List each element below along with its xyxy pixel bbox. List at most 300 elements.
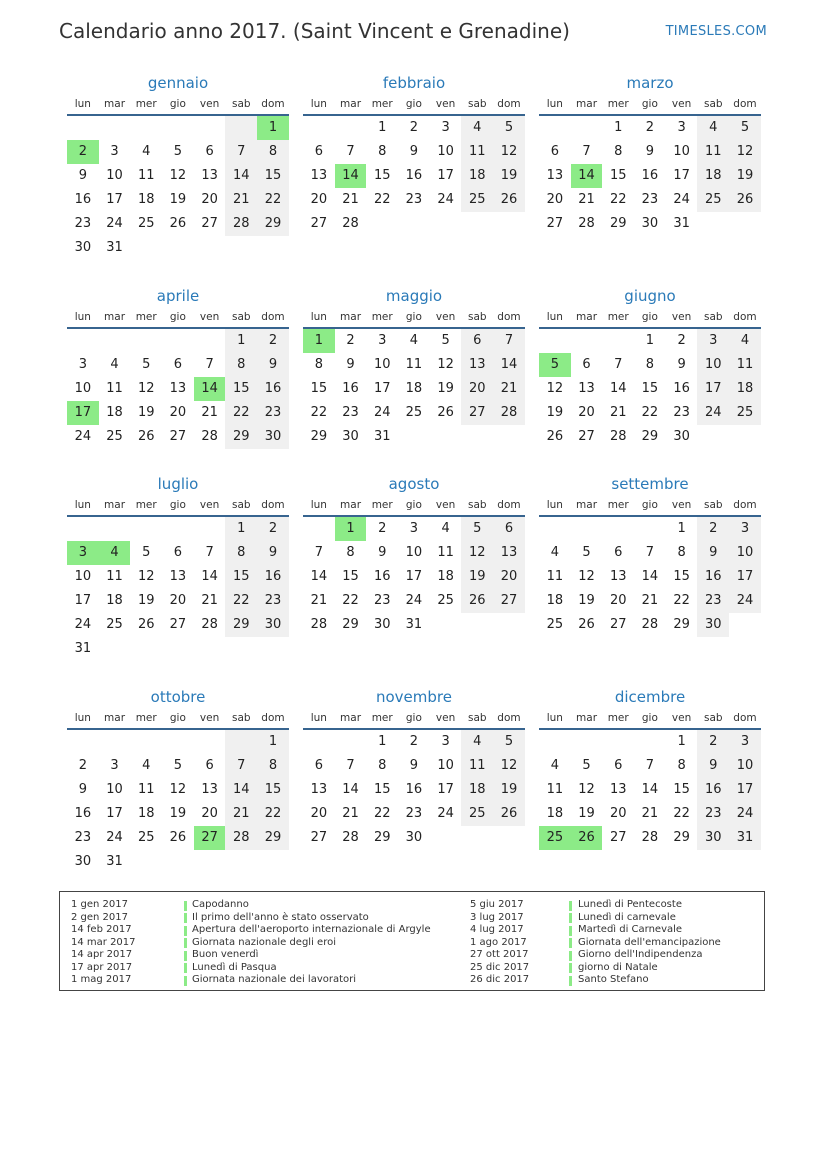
day-cell: 18 [546, 593, 564, 608]
day-cell: 2 [257, 329, 289, 353]
day-cell: 13 [169, 569, 187, 584]
day-cell: 22 [342, 593, 359, 608]
week-row [539, 541, 761, 565]
legend-holiday-name: Lunedì di carnevale [578, 911, 676, 923]
day-cell: 12 [169, 168, 187, 183]
empty-day-cell [67, 517, 99, 541]
day-cell: 18 [137, 192, 155, 207]
week-row [67, 236, 289, 260]
legend-color-marker [569, 963, 572, 973]
empty-day-cell [225, 236, 257, 260]
day-cell: 29 [342, 617, 359, 632]
empty-day-cell [130, 637, 162, 661]
week-row [539, 377, 761, 401]
day-cell: 4 [697, 116, 729, 140]
week-row [303, 164, 525, 188]
day-cell: 5 [582, 758, 591, 773]
legend-holiday-name: Lunedì di Pasqua [192, 961, 277, 973]
week-row [67, 730, 289, 754]
weekday-label: sab [467, 499, 487, 511]
day-cell: 2 [645, 120, 655, 135]
day-cell: 18 [437, 569, 454, 584]
legend-holiday-name: Il primo dell'anno è stato osservato [192, 911, 369, 923]
day-cell: 17 [697, 377, 729, 401]
weekday-header [539, 496, 761, 517]
week-row [67, 353, 289, 377]
day-cell: 23 [405, 806, 423, 821]
empty-day-cell [130, 850, 162, 874]
legend-date: 1 ago 2017 [470, 936, 527, 948]
month-name: maggio [385, 287, 443, 305]
day-cell: 13 [169, 381, 187, 396]
day-cell: 18 [729, 377, 761, 401]
day-cell: 14 [225, 778, 257, 802]
day-cell: 5 [493, 116, 525, 140]
day-cell: 15 [673, 569, 690, 584]
day-cell: 8 [378, 144, 387, 159]
day-cell: 9 [697, 754, 729, 778]
month-name: gennaio [147, 74, 209, 92]
day-cell: 12 [137, 381, 155, 396]
day-cell: 19 [169, 806, 187, 821]
empty-day-cell [225, 850, 257, 874]
day-cell: 19 [169, 192, 187, 207]
weekday-label: lun [310, 98, 327, 110]
week-row [539, 116, 761, 140]
holiday-day-cell: 4 [99, 541, 131, 565]
day-cell: 4 [461, 730, 493, 754]
legend-date: 26 dic 2017 [470, 974, 530, 985]
legend-color-marker [184, 938, 187, 948]
day-cell: 19 [578, 806, 595, 821]
day-cell: 6 [173, 545, 183, 560]
month-name: febbraio [382, 74, 446, 92]
week-row [303, 212, 525, 236]
empty-day-cell [729, 212, 761, 236]
day-cell: 10 [106, 168, 123, 183]
weekday-label: mar [104, 712, 126, 724]
day-cell: 5 [142, 357, 151, 372]
month-name: novembre [376, 688, 452, 706]
day-cell: 8 [378, 758, 387, 773]
day-cell: 7 [346, 144, 355, 159]
week-row [67, 188, 289, 212]
weekday-header [303, 496, 525, 517]
day-cell: 28 [201, 617, 218, 632]
day-cell: 23 [257, 589, 289, 613]
week-row [67, 637, 289, 661]
day-cell: 21 [641, 806, 659, 821]
day-cell: 15 [257, 778, 289, 802]
holiday-day-cell: 1 [257, 116, 289, 140]
day-cell: 12 [729, 140, 761, 164]
day-cell: 14 [310, 569, 328, 584]
day-cell: 15 [373, 168, 391, 183]
weekday-label: ven [671, 311, 692, 323]
day-cell: 27 [578, 429, 595, 444]
day-cell: 16 [697, 778, 729, 802]
holiday-day-cell: 26 [571, 826, 603, 850]
day-cell: 4 [441, 521, 450, 536]
empty-day-cell [461, 425, 493, 449]
empty-day-cell [430, 613, 462, 637]
day-cell: 17 [405, 569, 423, 584]
day-cell: 28 [225, 826, 257, 850]
day-cell: 9 [257, 541, 289, 565]
day-cell: 20 [461, 377, 493, 401]
day-cell: 13 [201, 168, 218, 183]
empty-day-cell [602, 517, 634, 541]
empty-day-cell [99, 116, 131, 140]
weekday-label: mer [371, 499, 393, 511]
week-row [539, 140, 761, 164]
day-cell: 11 [437, 545, 454, 560]
day-cell: 6 [205, 144, 214, 159]
empty-day-cell [194, 517, 226, 541]
empty-day-cell [729, 613, 761, 637]
day-cell: 14 [641, 569, 659, 584]
day-cell: 26 [437, 405, 454, 420]
month-maggio [303, 284, 525, 449]
day-cell: 27 [201, 216, 218, 231]
day-cell: 21 [342, 806, 359, 821]
week-row [303, 541, 525, 565]
day-cell: 28 [225, 212, 257, 236]
legend-date: 25 dic 2017 [470, 961, 530, 973]
site-link[interactable]: TIMESLES.COM [665, 24, 767, 39]
week-row [67, 850, 289, 874]
empty-day-cell [67, 329, 99, 353]
day-cell: 6 [614, 545, 623, 560]
weekday-label: lun [310, 712, 327, 724]
day-cell: 2 [697, 730, 729, 754]
day-cell: 3 [729, 517, 761, 541]
day-cell: 16 [405, 168, 423, 183]
day-cell: 2 [677, 333, 686, 348]
day-cell: 10 [74, 381, 92, 396]
empty-day-cell [366, 212, 398, 236]
day-cell: 7 [225, 140, 257, 164]
legend-date: 1 gen 2017 [71, 899, 129, 910]
week-row [539, 401, 761, 425]
weekday-label: gio [169, 98, 186, 110]
day-cell: 30 [74, 854, 92, 869]
day-cell: 30 [697, 826, 729, 850]
weekday-label: lun [546, 712, 563, 724]
day-cell: 14 [201, 569, 218, 584]
day-cell: 6 [493, 517, 525, 541]
weekday-header [539, 709, 761, 730]
holiday-legend [59, 891, 765, 991]
month-novembre [303, 685, 525, 850]
day-cell: 23 [697, 802, 729, 826]
week-row [67, 425, 289, 449]
weekday-label: mar [340, 712, 362, 724]
empty-day-cell [571, 329, 603, 353]
day-cell: 18 [137, 806, 155, 821]
holiday-day-cell: 27 [194, 826, 226, 850]
weekday-label: mar [104, 311, 126, 323]
day-cell: 9 [257, 353, 289, 377]
empty-day-cell [257, 850, 289, 874]
week-row [539, 517, 761, 541]
weekday-label: sab [703, 98, 723, 110]
weekday-label: lun [546, 311, 563, 323]
week-row [539, 730, 761, 754]
empty-day-cell [162, 730, 194, 754]
day-cell: 3 [110, 758, 119, 773]
day-cell: 25 [461, 802, 493, 826]
empty-day-cell [225, 730, 257, 754]
day-cell: 21 [225, 188, 257, 212]
legend-date: 1 mag 2017 [71, 974, 132, 985]
day-cell: 21 [641, 593, 659, 608]
day-cell: 29 [673, 617, 690, 632]
day-cell: 16 [257, 565, 289, 589]
week-row [303, 589, 525, 613]
day-cell: 30 [405, 830, 423, 845]
day-cell: 19 [493, 164, 525, 188]
weekday-label: mar [576, 311, 598, 323]
day-cell: 5 [582, 545, 591, 560]
week-row [539, 164, 761, 188]
day-cell: 23 [697, 589, 729, 613]
weekday-header [303, 709, 525, 730]
weekday-header [539, 95, 761, 116]
week-row [539, 589, 761, 613]
day-cell: 17 [106, 806, 123, 821]
day-cell: 1 [677, 734, 686, 749]
legend-holiday-name: Capodanno [192, 899, 249, 910]
day-cell: 18 [405, 381, 423, 396]
weekday-label: dom [733, 712, 757, 724]
day-cell: 20 [310, 806, 328, 821]
day-cell: 16 [342, 381, 359, 396]
legend-date: 3 lug 2017 [470, 911, 524, 923]
day-cell: 1 [257, 730, 289, 754]
weekday-label: mar [340, 499, 362, 511]
day-cell: 1 [378, 734, 387, 749]
day-cell: 8 [677, 758, 686, 773]
day-cell: 15 [673, 782, 690, 797]
day-cell: 25 [546, 617, 564, 632]
day-cell: 8 [346, 545, 355, 560]
day-cell: 19 [578, 593, 595, 608]
week-row [67, 613, 289, 637]
legend-date: 14 feb 2017 [71, 924, 132, 935]
day-cell: 2 [78, 758, 87, 773]
day-cell: 29 [257, 212, 289, 236]
day-cell: 3 [697, 329, 729, 353]
day-cell: 5 [173, 758, 183, 773]
day-cell: 7 [225, 754, 257, 778]
legend-color-marker [184, 976, 187, 986]
week-row [67, 517, 289, 541]
day-cell: 4 [461, 116, 493, 140]
empty-day-cell [99, 637, 131, 661]
day-cell: 6 [550, 144, 559, 159]
weekday-label: gio [169, 712, 186, 724]
weekday-header [67, 496, 289, 517]
day-cell: 23 [673, 405, 690, 420]
empty-day-cell [194, 637, 226, 661]
day-cell: 24 [437, 806, 454, 821]
weekday-label: sab [703, 311, 723, 323]
month-ottobre [67, 685, 289, 874]
day-cell: 21 [609, 405, 627, 420]
empty-day-cell [194, 730, 226, 754]
weekday-label: sab [231, 712, 251, 724]
day-cell: 25 [405, 405, 423, 420]
day-cell: 3 [78, 357, 87, 372]
day-cell: 29 [373, 830, 391, 845]
day-cell: 7 [493, 329, 525, 353]
week-row [303, 778, 525, 802]
day-cell: 11 [546, 782, 564, 797]
empty-day-cell [194, 850, 226, 874]
day-cell: 9 [409, 144, 419, 159]
day-cell: 13 [310, 782, 328, 797]
legend-date: 17 apr 2017 [71, 961, 133, 973]
week-row [67, 401, 289, 425]
day-cell: 1 [645, 333, 655, 348]
weekday-label: mer [607, 311, 629, 323]
day-cell: 6 [614, 758, 623, 773]
day-cell: 9 [78, 782, 87, 797]
holiday-day-cell: 2 [67, 140, 99, 164]
day-cell: 26 [461, 589, 493, 613]
day-cell: 22 [673, 806, 690, 821]
page-title: Calendario anno 2017. (Saint Vincent e Grenadine) [59, 19, 570, 43]
weekday-header [67, 308, 289, 329]
empty-day-cell [571, 730, 603, 754]
day-cell: 31 [373, 429, 391, 444]
day-cell: 16 [673, 381, 690, 396]
day-cell: 24 [74, 617, 92, 632]
day-cell: 16 [74, 192, 92, 207]
day-cell: 10 [729, 541, 761, 565]
day-cell: 21 [578, 192, 595, 207]
day-cell: 4 [110, 357, 119, 372]
day-cell: 27 [546, 216, 564, 231]
day-cell: 28 [493, 401, 525, 425]
month-settembre [539, 472, 761, 637]
weekday-header [539, 308, 761, 329]
month-marzo [539, 71, 761, 236]
empty-day-cell [257, 637, 289, 661]
day-cell: 26 [137, 429, 155, 444]
day-cell: 3 [441, 734, 450, 749]
day-cell: 13 [546, 168, 564, 183]
day-cell: 11 [729, 353, 761, 377]
weekday-label: mar [576, 712, 598, 724]
empty-day-cell [99, 329, 131, 353]
day-cell: 27 [461, 401, 493, 425]
day-cell: 19 [546, 405, 564, 420]
weekday-label: ven [199, 311, 220, 323]
day-cell: 3 [409, 521, 419, 536]
day-cell: 28 [609, 429, 627, 444]
weekday-label: mer [135, 98, 157, 110]
empty-day-cell [430, 212, 462, 236]
day-cell: 1 [677, 521, 686, 536]
day-cell: 9 [346, 357, 355, 372]
day-cell: 7 [614, 357, 623, 372]
weekday-label: gio [405, 311, 422, 323]
weekday-label: lun [74, 311, 91, 323]
empty-day-cell [130, 329, 162, 353]
day-cell: 21 [342, 192, 359, 207]
day-cell: 9 [378, 545, 387, 560]
empty-day-cell [194, 236, 226, 260]
weekday-label: gio [169, 311, 186, 323]
week-row [539, 826, 761, 850]
day-cell: 20 [169, 405, 187, 420]
day-cell: 14 [493, 353, 525, 377]
empty-day-cell [194, 329, 226, 353]
empty-day-cell [162, 850, 194, 874]
month-febbraio [303, 71, 525, 236]
month-name: ottobre [150, 688, 206, 706]
week-row [303, 802, 525, 826]
day-cell: 2 [378, 521, 387, 536]
weekday-label: mer [135, 311, 157, 323]
legend-date: 27 ott 2017 [470, 949, 529, 960]
weekday-label: gio [641, 98, 658, 110]
week-row [67, 116, 289, 140]
day-cell: 5 [461, 517, 493, 541]
day-cell: 10 [437, 144, 454, 159]
weekday-label: lun [74, 98, 91, 110]
legend-color-marker [184, 926, 187, 936]
day-cell: 23 [373, 593, 391, 608]
weekday-label: gio [169, 499, 186, 511]
empty-day-cell [697, 212, 729, 236]
weekday-label: mar [104, 98, 126, 110]
day-cell: 16 [74, 806, 92, 821]
day-cell: 3 [729, 730, 761, 754]
day-cell: 23 [74, 216, 92, 231]
day-cell: 25 [137, 216, 155, 231]
day-cell: 2 [257, 517, 289, 541]
day-cell: 21 [225, 802, 257, 826]
day-cell: 22 [373, 806, 391, 821]
empty-day-cell [225, 116, 257, 140]
empty-day-cell [67, 116, 99, 140]
legend-holiday-name: Apertura dell'aeroporto internazionale di Argyle [192, 924, 431, 935]
weekday-label: ven [671, 712, 692, 724]
legend-color-marker [569, 913, 572, 923]
day-cell: 17 [437, 168, 454, 183]
day-cell: 30 [257, 613, 289, 637]
weekday-label: dom [497, 712, 521, 724]
day-cell: 6 [205, 758, 214, 773]
day-cell: 5 [441, 333, 450, 348]
empty-day-cell [571, 517, 603, 541]
day-cell: 2 [409, 734, 419, 749]
week-row [67, 802, 289, 826]
day-cell: 16 [405, 782, 423, 797]
day-cell: 12 [546, 381, 564, 396]
day-cell: 4 [550, 545, 559, 560]
day-cell: 25 [137, 830, 155, 845]
weekday-label: ven [671, 98, 692, 110]
weekday-label: ven [199, 98, 220, 110]
day-cell: 24 [729, 802, 761, 826]
day-cell: 8 [645, 357, 655, 372]
weekday-label: dom [261, 311, 285, 323]
weekday-label: sab [467, 311, 487, 323]
